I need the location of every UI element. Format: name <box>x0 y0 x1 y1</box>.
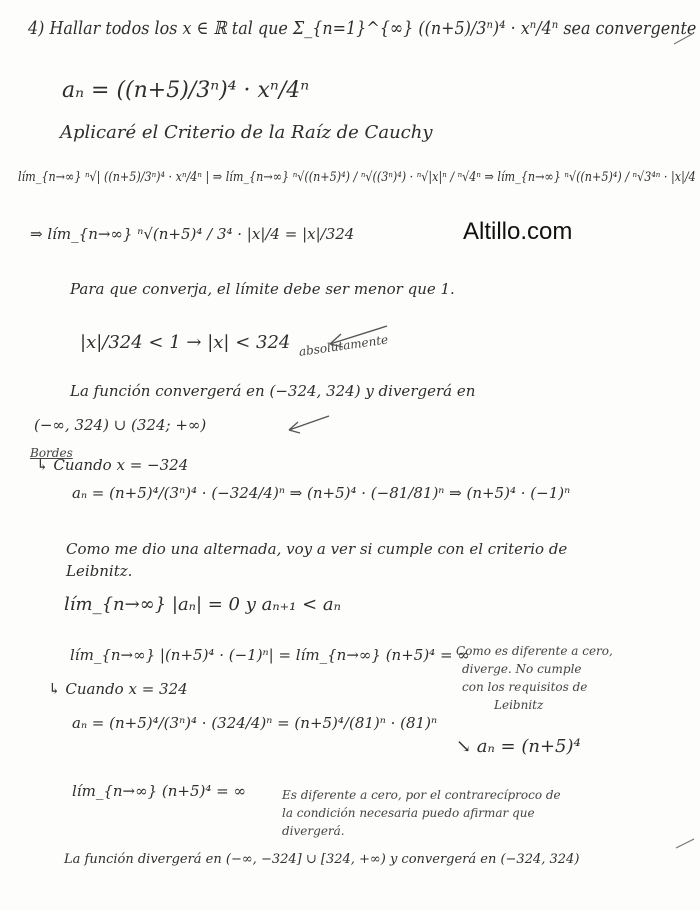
method-heading: Aplicaré el Criterio de la Raíz de Cauchy <box>60 122 433 143</box>
note-negative-3: con los requisitos de <box>462 680 588 694</box>
leibniz-conditions: lím_{n→∞} |aₙ| = 0 y aₙ₊₁ < aₙ <box>64 594 341 615</box>
root-test-step-2: ⇒ lím_{n→∞} ⁿ√(n+5)⁴ / 3⁴ · |x|/4 = |x|/324 <box>30 225 355 243</box>
watermark-logo: Altillo.com <box>463 218 573 245</box>
limit-negative: lím_{n→∞} |(n+5)⁴ · (−1)ⁿ| = lím_{n→∞} (n+5)⁴ = ∞ <box>70 646 470 664</box>
note-negative-2: diverge. No cumple <box>462 662 582 676</box>
note-positive-1: Es diferente a cero, por el contrarecíproco de <box>282 788 561 802</box>
alternating-line-1: Como me dio una alternada, voy a ver si cumple con el criterio de <box>66 540 568 558</box>
root-test-step-1: lím_{n→∞} ⁿ√| ((n+5)/3ⁿ)⁴ · xⁿ/4ⁿ | ⇒ lím_{n→∞} ⁿ√((n+5)⁴) / ⁿ√((3ⁿ)⁴) · ⁿ√|x|ⁿ / ⁿ√4ⁿ ⇒ lím_{n→∞} ⁿ√((n+5)⁴) / ⁿ√3⁴ⁿ · |x|/4 <box>18 170 696 185</box>
an-at-negative: aₙ = (n+5)⁴/(3ⁿ)⁴ · (−324/4)ⁿ ⇒ (n+5)⁴ · (−81/81)ⁿ ⇒ (n+5)⁴ · (−1)ⁿ <box>72 484 571 502</box>
inequality: |x|/324 < 1 → |x| < 324 <box>80 332 291 353</box>
note-negative-4: Leibnitz <box>494 698 544 712</box>
absolutely-annotation: absolutamente <box>298 332 389 359</box>
problem-statement: 4) Hallar todos los x ∈ ℝ tal que Σ_{n=1}^{∞} ((n+5)/3ⁿ)⁴ · xⁿ/4ⁿ sea convergente <box>28 18 697 39</box>
an-at-positive: aₙ = (n+5)⁴/(3ⁿ)⁴ · (324/4)ⁿ = (n+5)⁴/(81)ⁿ · (81)ⁿ <box>72 714 438 732</box>
convergence-condition: Para que converja, el límite debe ser menor que 1. <box>70 280 455 298</box>
limit-positive: lím_{n→∞} (n+5)⁴ = ∞ <box>72 782 246 800</box>
note-positive-2: la condición necesaria puedo afirmar que <box>282 806 535 820</box>
case-negative: ↳ Cuando x = −324 <box>36 456 189 474</box>
an-positive-result: ↘ aₙ = (n+5)⁴ <box>456 736 581 757</box>
alternating-line-2: Leibnitz. <box>66 562 133 580</box>
convergence-interval: La función convergerá en (−324, 324) y divergerá en <box>70 382 476 400</box>
pen-stroke-mark <box>674 836 696 850</box>
borders-heading: Bordes <box>30 446 73 460</box>
note-positive-3: divergerá. <box>282 824 345 838</box>
check-arrow-icon <box>285 410 335 436</box>
case-positive: ↳ Cuando x = 324 <box>48 680 188 698</box>
divergence-interval: (−∞, 324) ∪ (324; +∞) <box>34 416 207 434</box>
conclusion: La función divergerá en (−∞, −324] ∪ [324, +∞) y convergerá en (−324, 324) <box>64 852 580 867</box>
note-negative-1: Como es diferente a cero, <box>456 644 613 658</box>
an-definition: aₙ = ((n+5)/3ⁿ)⁴ · xⁿ/4ⁿ <box>62 78 310 103</box>
